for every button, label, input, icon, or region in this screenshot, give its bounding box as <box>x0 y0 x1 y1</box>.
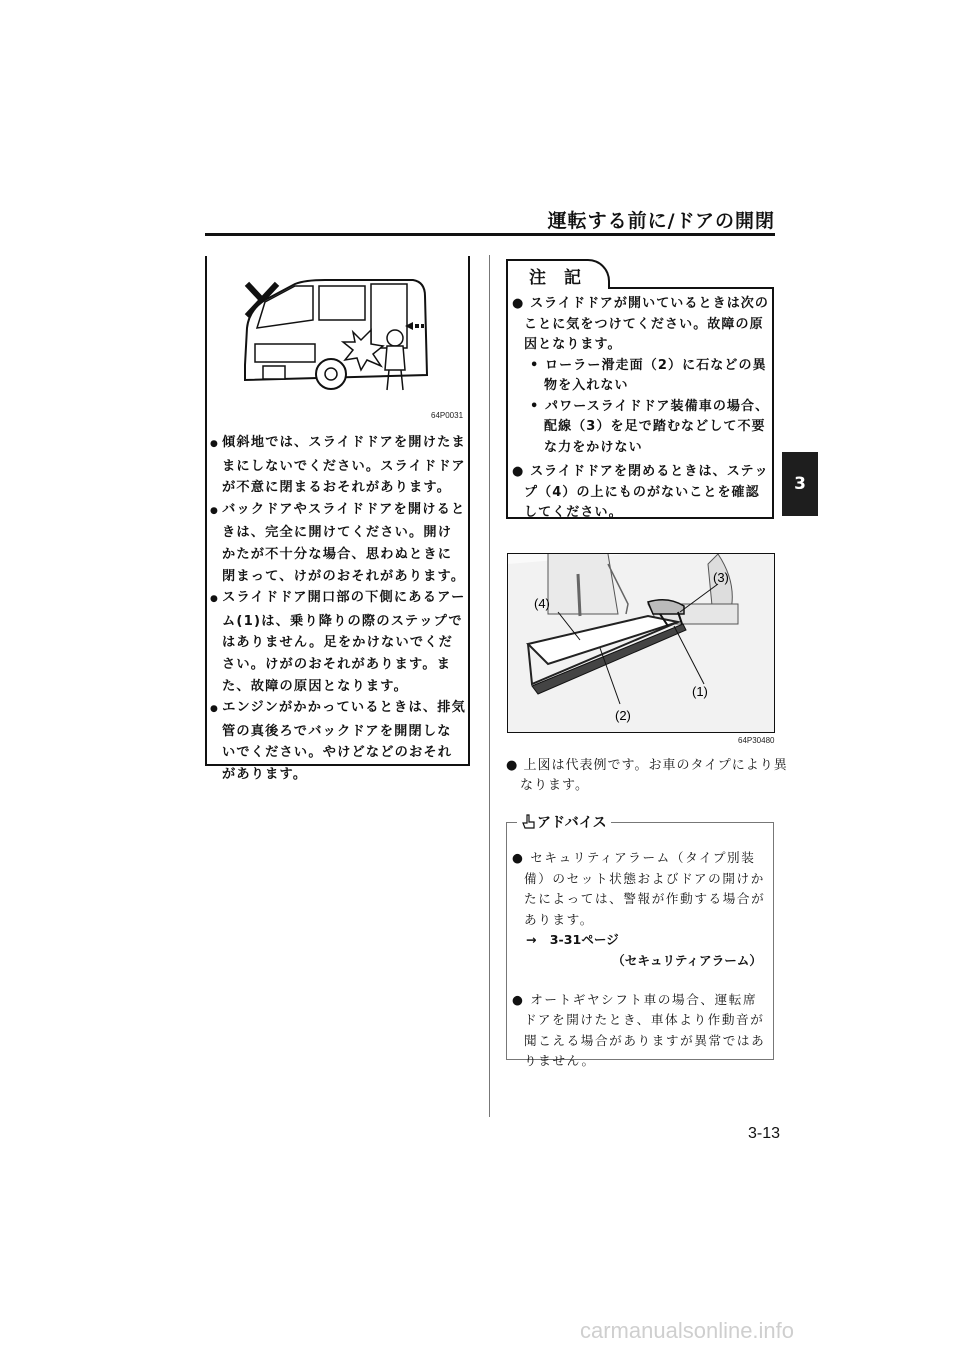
watermark: carmanualsonline.info <box>580 1318 795 1343</box>
caution-body <box>512 294 770 524</box>
pointing-hand-icon <box>521 814 537 830</box>
right-figure-code: 64P30480 <box>738 736 775 745</box>
callout-3: (3) <box>713 570 729 585</box>
page-header-title: 運転する前に/ドアの開閉 <box>547 210 775 232</box>
warning-item: ● スライドドア開口部の下側にあるアーム(1)は、乗り降りの際のステップではありません。足をかけないでください。けがのおそれがあります。また、故障の原因となります。 <box>210 587 466 697</box>
caution-label: 注 記 <box>506 259 610 289</box>
page-number: 3-13 <box>747 1125 780 1142</box>
column-divider <box>489 255 490 1117</box>
callout-2: (2) <box>615 708 631 723</box>
advice-item: ● セキュリティアラーム（タイプ別装備）のセット状態およびドアの開けかたによっては、警報が作動する場合があります。 <box>512 850 766 927</box>
caution-item: • ローラー滑走面（2）に石などの異物を入れない <box>530 357 767 393</box>
warning-list <box>210 432 466 786</box>
caution-intro-text: スライドドアが開いているときは次のことに気をつけてください。故障の原因となります。 <box>524 296 769 352</box>
warning-item: ● バックドアやスライドドアを開けるときは、完全に開けてください。開けかたが不十分な場合、思わぬときに閉まって、けがのおそれがあります。 <box>210 499 466 587</box>
slide-door-step-photo <box>507 553 775 733</box>
caution-closing: ● スライドドアを閉めるときは、ステップ（4）の上にものがないことを確認してください。 <box>512 464 769 520</box>
advice-item-text: オートギヤシフト車の場合、運転席ドアを開けたとき、車体より作動音が聞こえる場合がありますが異常ではありません。 <box>524 991 766 1069</box>
van-door-illustration <box>235 270 440 400</box>
figure-note-text: 上図は代表例です。お車のタイプにより異なります。 <box>520 758 788 793</box>
advice-label: アドバイス <box>537 815 607 831</box>
reference-arrow-icon: → <box>526 932 537 948</box>
header-rule <box>205 233 775 236</box>
warning-item: ● 傾斜地では、スライドドアを開けたままにしないでください。スライドドアが不意に閉まるおそれがあります。 <box>210 432 466 499</box>
step-diagram <box>508 554 775 733</box>
warning-item: ● エンジンがかかっているときは、排気管の真後ろでバックドアを開閉しないでください。やけどなどのおそれがあります。 <box>210 697 466 785</box>
advice-body <box>512 848 770 1072</box>
figure-note: ● 上図は代表例です。お車のタイプにより異なります。 <box>506 758 788 793</box>
left-figure-code: 64P0031 <box>431 411 464 420</box>
caution-item-text: パワースライドドア装備車の場合、配線（3）を足で踏むなどして不要な力をかけない <box>544 398 770 455</box>
callout-4: (4) <box>534 596 550 611</box>
callout-1: (1) <box>692 684 708 699</box>
caution-item-text: ローラー滑走面（2）に石などの異物を入れない <box>544 357 767 393</box>
chapter-tab[interactable]: 3 <box>782 452 818 516</box>
advice-item: ● オートギヤシフト車の場合、運転席ドアを開けたとき、車体より作動音が聞こえる場合がありますが異常ではありません。 <box>512 991 766 1069</box>
caution-closing-text: スライドドアを閉めるときは、ステップ（4）の上にものがないことを確認してください。 <box>524 464 769 520</box>
reference-page[interactable]: 3-31ページ <box>549 932 619 948</box>
advice-header <box>517 812 611 832</box>
advice-reference[interactable] <box>512 930 770 951</box>
caution-item: • パワースライドドア装備車の場合、配線（3）を足で踏むなどして不要な力をかけない <box>530 398 770 455</box>
advice-item-text: セキュリティアラーム（タイプ別装備）のセット状態およびドアの開けかたによっては、警報が作動する場合があります。 <box>524 850 766 927</box>
reference-title: （セキュリティアラーム） <box>612 952 762 968</box>
caution-intro: ● スライドドアが開いているときは次のことに気をつけてください。故障の原因となります。 <box>512 296 769 352</box>
